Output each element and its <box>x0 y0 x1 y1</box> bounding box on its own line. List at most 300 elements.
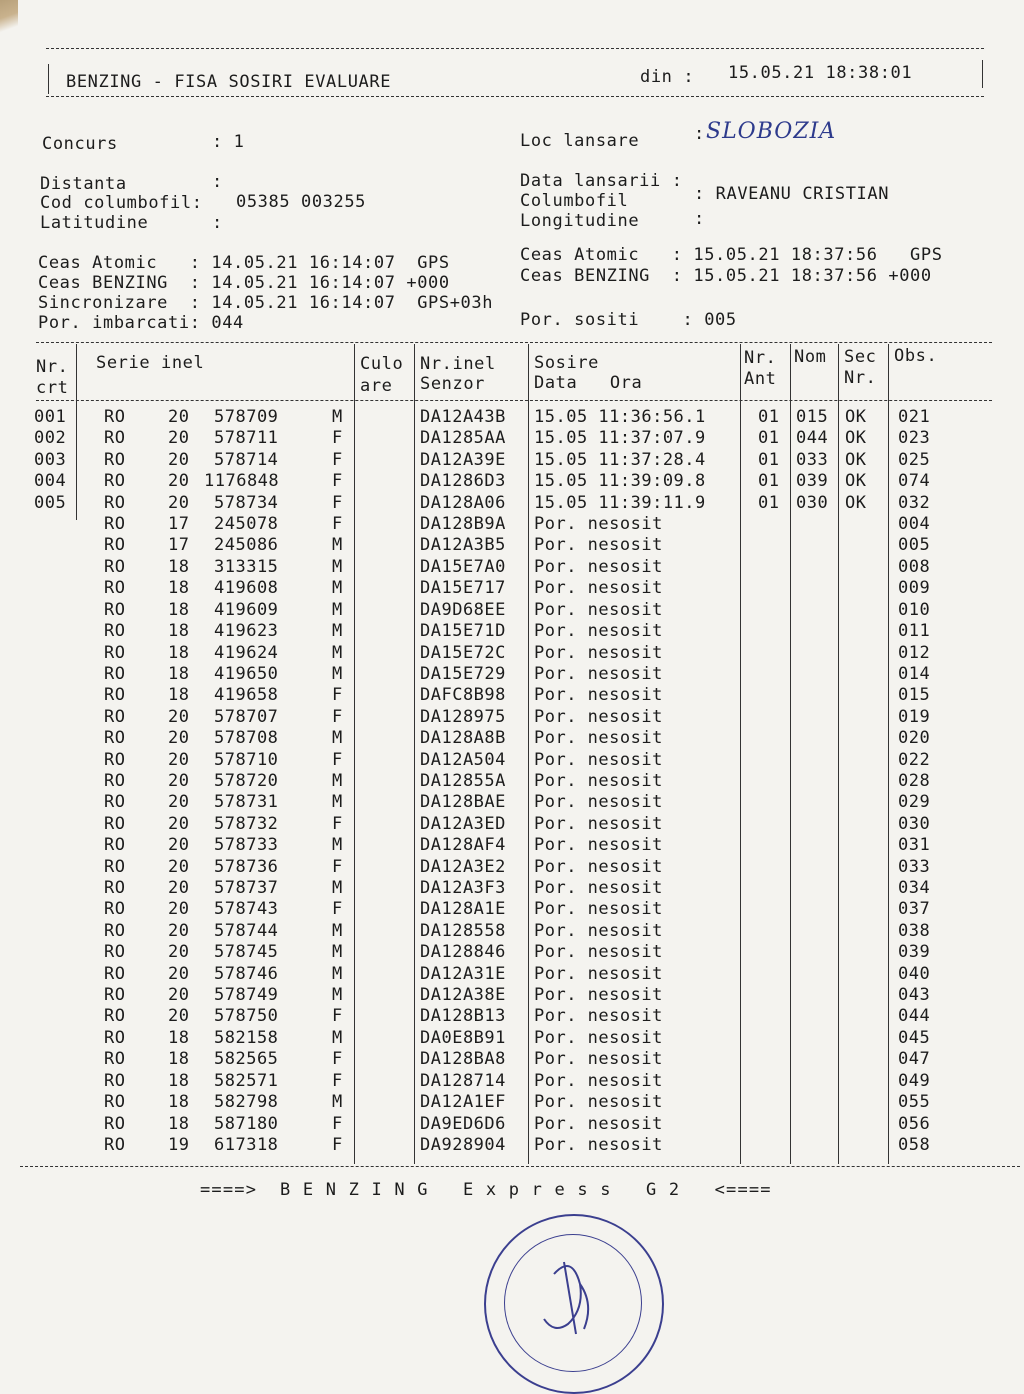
row-sec: OK <box>845 492 867 513</box>
col-header-nr-ant-1: Nr. <box>744 348 777 368</box>
row-obs: 012 <box>898 642 931 663</box>
row-sex: M <box>332 599 343 620</box>
row-sensor-id: DA15E717 <box>420 578 506 599</box>
row-arrival: Por. nesosit <box>534 514 663 535</box>
row-obs: 039 <box>898 942 931 963</box>
row-arrival: Por. nesosit <box>534 835 663 856</box>
row-ring-number: 578708 <box>214 728 279 749</box>
row-obs: 021 <box>898 407 931 427</box>
row-sensor-id: DA12A3B5 <box>420 535 506 556</box>
row-sex: F <box>332 856 343 877</box>
row-year: 18 <box>168 1027 190 1048</box>
association-stamp <box>484 1214 664 1394</box>
report-date-value: 15.05.21 18:38:01 <box>728 63 913 83</box>
row-year: 20 <box>168 407 190 427</box>
row-country: RO <box>104 578 126 599</box>
row-sex: F <box>332 706 343 727</box>
row-country: RO <box>104 963 126 984</box>
col-header-nr-ant-2: Ant <box>744 369 777 389</box>
row-year: 17 <box>168 535 190 556</box>
row-year: 20 <box>168 985 190 1006</box>
row-arrival: Por. nesosit <box>534 1092 663 1113</box>
row-obs: 045 <box>898 1027 931 1048</box>
row-arrival: Por. nesosit <box>534 1027 663 1048</box>
row-sensor-id: DA12A504 <box>420 749 506 770</box>
table-bottom-rule <box>20 1166 1020 1167</box>
row-nr-crt: 001 <box>34 407 67 427</box>
row-arrival: 15.05 11:39:11.9 <box>534 492 706 513</box>
row-sensor-id: DA128A8B <box>420 728 506 749</box>
row-sex: F <box>332 685 343 706</box>
row-year: 20 <box>168 749 190 770</box>
distanta-value: : <box>212 172 223 192</box>
row-ring-number: 578734 <box>214 492 279 513</box>
col-sep-nom <box>838 344 839 1164</box>
loc-lansare-colon: : <box>694 124 705 144</box>
row-sensor-id: DA15E729 <box>420 663 506 684</box>
row-sec: OK <box>845 471 867 492</box>
row-sex: M <box>332 835 343 856</box>
header-bottom-rule <box>46 96 984 97</box>
row-year: 20 <box>168 942 190 963</box>
row-year: 20 <box>168 728 190 749</box>
row-obs: 019 <box>898 706 931 727</box>
row-year: 20 <box>168 920 190 941</box>
row-year: 20 <box>168 449 190 470</box>
row-ring-number: 578749 <box>214 985 279 1006</box>
row-arrival: Por. nesosit <box>534 878 663 899</box>
row-obs: 034 <box>898 878 931 899</box>
row-country: RO <box>104 428 126 449</box>
row-arrival: Por. nesosit <box>534 1006 663 1027</box>
row-arrival: Por. nesosit <box>534 942 663 963</box>
row-year: 20 <box>168 492 190 513</box>
row-obs: 031 <box>898 835 931 856</box>
row-country: RO <box>104 985 126 1006</box>
row-arrival: 15.05 11:37:07.9 <box>534 428 706 449</box>
row-nom: 033 <box>796 449 829 470</box>
row-country: RO <box>104 1027 126 1048</box>
row-sex: M <box>332 878 343 899</box>
row-year: 18 <box>168 1049 190 1070</box>
row-ring-number: 578720 <box>214 770 279 791</box>
row-obs: 004 <box>898 514 931 535</box>
row-sex: M <box>332 621 343 642</box>
row-obs: 047 <box>898 1049 931 1070</box>
row-year: 20 <box>168 706 190 727</box>
row-ring-number: 617318 <box>214 1134 279 1155</box>
row-sensor-id: DA9ED6D6 <box>420 1113 506 1134</box>
row-arrival: Por. nesosit <box>534 1070 663 1091</box>
row-nr-ant: 01 <box>758 471 780 492</box>
row-sex: F <box>332 749 343 770</box>
row-nom: 015 <box>796 407 829 427</box>
row-sensor-id: DA12A31E <box>420 963 506 984</box>
col-sep-culoare <box>414 344 415 1164</box>
row-country: RO <box>104 770 126 791</box>
latitudine-value: : <box>212 213 223 233</box>
row-year: 18 <box>168 1070 190 1091</box>
row-year: 20 <box>168 835 190 856</box>
row-arrival: Por. nesosit <box>534 813 663 834</box>
row-year: 17 <box>168 514 190 535</box>
row-ring-number: 582571 <box>214 1070 279 1091</box>
row-sex: F <box>332 813 343 834</box>
row-ring-number: 419624 <box>214 642 279 663</box>
col-sep-crt <box>76 344 77 520</box>
row-country: RO <box>104 514 126 535</box>
row-arrival: Por. nesosit <box>534 749 663 770</box>
row-sensor-id: DA128AF4 <box>420 835 506 856</box>
ceas-benzing-end: Ceas BENZING : 15.05.21 18:37:56 +000 <box>520 266 932 286</box>
row-country: RO <box>104 728 126 749</box>
row-sec: OK <box>845 428 867 449</box>
row-sensor-id: DA128846 <box>420 942 506 963</box>
row-sensor-id: DA12A3E2 <box>420 856 506 877</box>
row-country: RO <box>104 749 126 770</box>
row-sensor-id: DA928904 <box>420 1134 506 1155</box>
col-sep-ant <box>790 344 791 1164</box>
row-ring-number: 419609 <box>214 599 279 620</box>
row-arrival: Por. nesosit <box>534 963 663 984</box>
row-country: RO <box>104 1006 126 1027</box>
row-nr-crt: 003 <box>34 449 67 470</box>
row-obs: 032 <box>898 492 931 513</box>
row-nr-ant: 01 <box>758 407 780 427</box>
row-country: RO <box>104 642 126 663</box>
col-header-nr-inel: Nr.inel <box>420 354 496 374</box>
distanta-label: Distanta <box>40 174 127 194</box>
row-sensor-id: DA1286D3 <box>420 471 506 492</box>
report-title: BENZING - FISA SOSIRI EVALUARE <box>66 72 392 92</box>
row-ring-number: 1176848 <box>204 471 280 492</box>
row-sensor-id: DA128B13 <box>420 1006 506 1027</box>
row-obs: 015 <box>898 685 931 706</box>
row-country: RO <box>104 1113 126 1134</box>
row-arrival: 15.05 11:37:28.4 <box>534 449 706 470</box>
row-nr-crt: 002 <box>34 428 67 449</box>
row-sex: F <box>332 471 343 492</box>
row-arrival: Por. nesosit <box>534 728 663 749</box>
col-sep-serie <box>354 344 355 1164</box>
row-nr-ant: 01 <box>758 449 780 470</box>
row-sex: M <box>332 663 343 684</box>
row-arrival: Por. nesosit <box>534 642 663 663</box>
row-year: 20 <box>168 899 190 920</box>
row-sensor-id: DA128A06 <box>420 492 506 513</box>
longitudine-value: : <box>694 209 705 229</box>
row-country: RO <box>104 920 126 941</box>
row-sex: M <box>332 556 343 577</box>
concurs-label: Concurs <box>42 134 118 154</box>
row-nr-ant: 01 <box>758 428 780 449</box>
row-sex: F <box>332 1070 343 1091</box>
row-obs: 074 <box>898 471 931 492</box>
row-sex: F <box>332 1049 343 1070</box>
row-sensor-id: DA15E7A0 <box>420 556 506 577</box>
row-arrival: Por. nesosit <box>534 770 663 791</box>
col-header-sosire: Sosire <box>534 353 600 373</box>
columbofil-value: : RAVEANU CRISTIAN <box>694 184 890 204</box>
col-header-nr-crt-1: Nr. <box>36 357 69 377</box>
row-obs: 014 <box>898 663 931 684</box>
row-sensor-id: DA12855A <box>420 770 506 791</box>
row-obs: 009 <box>898 578 931 599</box>
col-header-senzor: Senzor <box>420 374 486 394</box>
row-year: 20 <box>168 878 190 899</box>
row-year: 18 <box>168 621 190 642</box>
row-country: RO <box>104 856 126 877</box>
row-obs: 008 <box>898 556 931 577</box>
row-country: RO <box>104 899 126 920</box>
row-sec: OK <box>845 449 867 470</box>
columbofil-label: Columbofil <box>520 191 629 211</box>
row-year: 20 <box>168 963 190 984</box>
row-nr-crt: 004 <box>34 471 67 492</box>
row-year: 20 <box>168 856 190 877</box>
row-arrival: Por. nesosit <box>534 599 663 620</box>
cod-columbofil-label: Cod columbofil: <box>40 193 203 213</box>
row-sensor-id: DA12A43B <box>420 407 506 427</box>
row-sex: M <box>332 407 343 427</box>
row-sensor-id: DA9D68EE <box>420 599 506 620</box>
row-ring-number: 578746 <box>214 963 279 984</box>
row-ring-number: 582798 <box>214 1092 279 1113</box>
row-year: 20 <box>168 792 190 813</box>
row-nr-ant: 01 <box>758 492 780 513</box>
row-ring-number: 578714 <box>214 449 279 470</box>
row-arrival: Por. nesosit <box>534 792 663 813</box>
row-sex: F <box>332 1134 343 1155</box>
row-obs: 033 <box>898 856 931 877</box>
row-arrival: Por. nesosit <box>534 663 663 684</box>
row-sensor-id: DA15E72C <box>420 642 506 663</box>
row-year: 19 <box>168 1134 190 1155</box>
col-header-nom: Nom <box>794 347 827 367</box>
row-ring-number: 578731 <box>214 792 279 813</box>
row-year: 20 <box>168 770 190 791</box>
row-ring-number: 578744 <box>214 920 279 941</box>
row-sex: M <box>332 728 343 749</box>
row-sex: F <box>332 514 343 535</box>
row-year: 18 <box>168 1113 190 1134</box>
row-sex: M <box>332 792 343 813</box>
row-year: 18 <box>168 642 190 663</box>
row-sensor-id: DA15E71D <box>420 621 506 642</box>
stamp-emblem-icon <box>484 1214 660 1390</box>
header-right-edge <box>982 60 983 88</box>
row-sensor-id: DA0E8B91 <box>420 1027 506 1048</box>
row-obs: 025 <box>898 449 931 470</box>
row-country: RO <box>104 1092 126 1113</box>
row-obs: 029 <box>898 792 931 813</box>
row-sex: M <box>332 578 343 599</box>
row-sensor-id: DA12A1EF <box>420 1092 506 1113</box>
row-country: RO <box>104 878 126 899</box>
loc-lansare-handwritten: SLOBOZIA <box>706 119 837 144</box>
row-arrival: Por. nesosit <box>534 1049 663 1070</box>
row-sex: F <box>332 1006 343 1027</box>
row-sensor-id: DA128975 <box>420 706 506 727</box>
row-ring-number: 419650 <box>214 663 279 684</box>
row-arrival: Por. nesosit <box>534 899 663 920</box>
row-nom: 030 <box>796 492 829 513</box>
row-sensor-id: DA128BA8 <box>420 1049 506 1070</box>
row-arrival: Por. nesosit <box>534 706 663 727</box>
row-country: RO <box>104 621 126 642</box>
row-country: RO <box>104 556 126 577</box>
row-year: 20 <box>168 428 190 449</box>
row-year: 18 <box>168 663 190 684</box>
row-obs: 040 <box>898 963 931 984</box>
row-nom: 044 <box>796 428 829 449</box>
row-sensor-id: DA12A39E <box>420 449 506 470</box>
row-sex: M <box>332 770 343 791</box>
row-ring-number: 245086 <box>214 535 279 556</box>
row-sensor-id: DA128A1E <box>420 899 506 920</box>
paper-corner-mark <box>0 0 18 40</box>
row-country: RO <box>104 471 126 492</box>
row-obs: 049 <box>898 1070 931 1091</box>
footer-brand: ====> B E N Z I N G E x p r e s s G 2 <==== <box>200 1180 772 1200</box>
row-arrival: Por. nesosit <box>534 535 663 556</box>
report-date-label: din : <box>640 67 695 87</box>
row-sex: F <box>332 492 343 513</box>
row-arrival: Por. nesosit <box>534 920 663 941</box>
row-country: RO <box>104 706 126 727</box>
row-sensor-id: DA12A38E <box>420 985 506 1006</box>
row-obs: 005 <box>898 535 931 556</box>
cod-columbofil-value: 05385 003255 <box>236 192 367 212</box>
row-arrival: Por. nesosit <box>534 856 663 877</box>
row-arrival: Por. nesosit <box>534 578 663 599</box>
row-obs: 055 <box>898 1092 931 1113</box>
row-sex: F <box>332 428 343 449</box>
row-country: RO <box>104 942 126 963</box>
col-header-obs: Obs. <box>894 346 938 366</box>
row-sec: OK <box>845 407 867 427</box>
col-header-nr-crt-2: crt <box>36 378 69 398</box>
row-country: RO <box>104 599 126 620</box>
row-year: 20 <box>168 471 190 492</box>
row-ring-number: 587180 <box>214 1113 279 1134</box>
row-country: RO <box>104 492 126 513</box>
row-arrival: Por. nesosit <box>534 685 663 706</box>
row-ring-number: 578707 <box>214 706 279 727</box>
table-top-rule <box>36 342 992 343</box>
row-country: RO <box>104 663 126 684</box>
row-ring-number: 578732 <box>214 813 279 834</box>
header-left-edge <box>48 64 49 94</box>
row-arrival: Por. nesosit <box>534 556 663 577</box>
row-sex: M <box>332 535 343 556</box>
row-obs: 058 <box>898 1134 931 1155</box>
row-sensor-id: DAFC8B98 <box>420 685 506 706</box>
concurs-value: : 1 <box>212 132 245 152</box>
row-ring-number: 582565 <box>214 1049 279 1070</box>
row-nom: 039 <box>796 471 829 492</box>
row-sensor-id: DA1285AA <box>420 428 506 449</box>
row-country: RO <box>104 835 126 856</box>
col-header-data-ora: Data Ora <box>534 373 643 393</box>
row-obs: 020 <box>898 728 931 749</box>
row-obs: 022 <box>898 749 931 770</box>
row-ring-number: 419608 <box>214 578 279 599</box>
row-obs: 044 <box>898 1006 931 1027</box>
row-sex: M <box>332 642 343 663</box>
row-obs: 056 <box>898 1113 931 1134</box>
row-country: RO <box>104 1049 126 1070</box>
row-year: 18 <box>168 685 190 706</box>
row-arrival: Por. nesosit <box>534 621 663 642</box>
row-year: 18 <box>168 599 190 620</box>
row-obs: 023 <box>898 428 931 449</box>
col-header-serie-inel: Serie inel <box>96 353 205 373</box>
row-sex: M <box>332 942 343 963</box>
row-sensor-id: DA12A3F3 <box>420 878 506 899</box>
row-arrival: 15.05 11:36:56.1 <box>534 407 706 427</box>
row-ring-number: 578733 <box>214 835 279 856</box>
row-year: 20 <box>168 1006 190 1027</box>
header-top-rule <box>46 48 984 49</box>
col-header-sec-1: Sec <box>844 347 877 367</box>
row-ring-number: 578737 <box>214 878 279 899</box>
row-sex: M <box>332 963 343 984</box>
longitudine-label: Longitudine <box>520 211 640 231</box>
row-country: RO <box>104 685 126 706</box>
porumbei-imbarcati: Por. imbarcati: 044 <box>38 313 244 333</box>
row-ring-number: 245078 <box>214 514 279 535</box>
row-ring-number: 578709 <box>214 407 279 427</box>
row-country: RO <box>104 813 126 834</box>
col-header-culoare-2: are <box>360 376 393 396</box>
row-sex: F <box>332 1113 343 1134</box>
row-sex: F <box>332 449 343 470</box>
loc-lansare-label: Loc lansare <box>520 131 640 151</box>
row-ring-number: 578711 <box>214 428 279 449</box>
ceas-atomic-end: Ceas Atomic : 15.05.21 18:37:56 GPS <box>520 245 943 265</box>
ceas-benzing-start: Ceas BENZING : 14.05.21 16:14:07 +000 <box>38 273 450 293</box>
row-arrival: Por. nesosit <box>534 1134 663 1155</box>
row-nr-crt: 005 <box>34 492 67 513</box>
row-ring-number: 313315 <box>214 556 279 577</box>
row-sex: M <box>332 985 343 1006</box>
row-ring-number: 419623 <box>214 621 279 642</box>
ceas-atomic-start: Ceas Atomic : 14.05.21 16:14:07 GPS <box>38 253 450 273</box>
col-header-culoare-1: Culo <box>360 354 404 374</box>
row-arrival: Por. nesosit <box>534 985 663 1006</box>
row-obs: 038 <box>898 920 931 941</box>
row-ring-number: 582158 <box>214 1027 279 1048</box>
row-country: RO <box>104 407 126 427</box>
row-country: RO <box>104 535 126 556</box>
row-arrival: 15.05 11:39:09.8 <box>534 471 706 492</box>
row-country: RO <box>104 1134 126 1155</box>
row-country: RO <box>104 792 126 813</box>
row-obs: 037 <box>898 899 931 920</box>
row-sex: F <box>332 899 343 920</box>
table-header-rule <box>36 400 992 401</box>
porumbei-sositi: Por. sositi : 005 <box>520 310 737 330</box>
row-obs: 010 <box>898 599 931 620</box>
row-ring-number: 419658 <box>214 685 279 706</box>
row-obs: 030 <box>898 813 931 834</box>
row-sex: M <box>332 1027 343 1048</box>
row-ring-number: 578743 <box>214 899 279 920</box>
row-sensor-id: DA128714 <box>420 1070 506 1091</box>
row-year: 18 <box>168 1092 190 1113</box>
row-country: RO <box>104 449 126 470</box>
